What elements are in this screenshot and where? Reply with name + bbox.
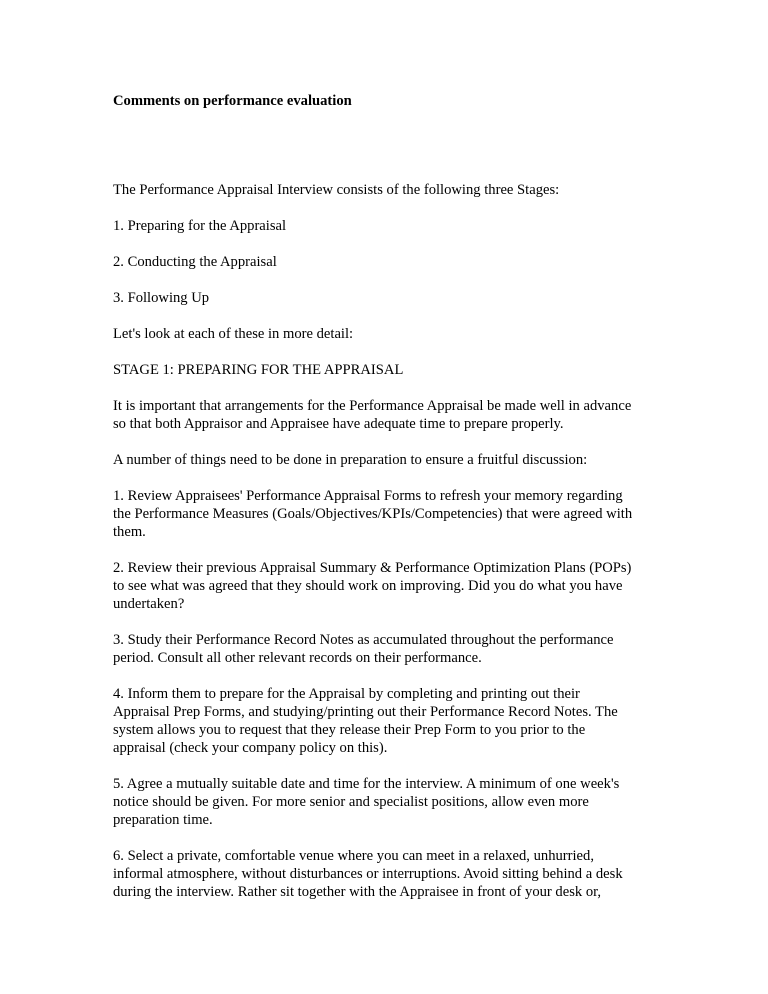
paragraph-line: 5. Agree a mutually suitable date and time for the interview. A minimum of one week's xyxy=(113,776,620,792)
paragraph-line: period. Consult all other relevant records on their performance. xyxy=(113,650,482,666)
paragraph-line: the Performance Measures (Goals/Objectives/KPIs/Competencies) that were agreed with xyxy=(113,506,633,522)
stage-list-item: 3. Following Up xyxy=(113,290,210,306)
detail-intro-paragraph: Let's look at each of these in more detail: xyxy=(113,326,354,342)
paragraph-line: to see what was agreed that they should work on improving. Did you do what you have xyxy=(113,578,623,594)
paragraph-line: 6. Select a private, comfortable venue where you can meet in a relaxed, unhurried, xyxy=(113,848,594,864)
preparation-paragraph: A number of things need to be done in preparation to ensure a fruitful discussion: xyxy=(113,452,588,468)
paragraph-line: Appraisal Prep Forms, and studying/printing out their Performance Record Notes. The xyxy=(113,704,618,720)
numbered-item-5 xyxy=(113,775,658,829)
numbered-item-6 xyxy=(113,847,658,901)
paragraph-line: system allows you to request that they release their Prep Form to you prior to the xyxy=(113,722,586,738)
paragraph-line: 1. Review Appraisees' Performance Appraisal Forms to refresh your memory regarding xyxy=(113,488,623,504)
paragraph-line: notice should be given. For more senior and specialist positions, allow even more xyxy=(113,794,589,810)
paragraph-line: them. xyxy=(113,524,146,540)
intro-paragraph: The Performance Appraisal Interview consists of the following three Stages: xyxy=(113,182,560,198)
paragraph-line: undertaken? xyxy=(113,596,185,612)
numbered-item-1 xyxy=(113,487,658,541)
paragraph-line: It is important that arrangements for the Performance Appraisal be made well in advance xyxy=(113,398,632,414)
paragraph-line: appraisal (check your company policy on this). xyxy=(113,740,388,756)
stage-list-item: 1. Preparing for the Appraisal xyxy=(113,218,287,234)
stage1-heading: STAGE 1: PREPARING FOR THE APPRAISAL xyxy=(113,362,404,378)
paragraph-line: during the interview. Rather sit together with the Appraisee in front of your desk or, xyxy=(113,884,602,900)
paragraph-line: 4. Inform them to prepare for the Appraisal by completing and printing out their xyxy=(113,686,580,702)
paragraph-line: so that both Appraisor and Appraisee have adequate time to prepare properly. xyxy=(113,416,564,432)
paragraph-line: 3. Study their Performance Record Notes as accumulated throughout the performance xyxy=(113,632,614,648)
numbered-item-4 xyxy=(113,685,658,757)
paragraph-line: informal atmosphere, without disturbances or interruptions. Avoid sitting behind a desk xyxy=(113,866,623,882)
stage-list-item: 2. Conducting the Appraisal xyxy=(113,254,277,270)
document-title: Comments on performance evaluation xyxy=(113,93,352,109)
paragraph-line: 2. Review their previous Appraisal Summary & Performance Optimization Plans (POPs) xyxy=(113,560,632,576)
document-body xyxy=(113,92,658,901)
numbered-item-2 xyxy=(113,559,658,613)
importance-paragraph xyxy=(113,397,658,433)
numbered-item-3 xyxy=(113,631,658,667)
paragraph-line: preparation time. xyxy=(113,812,213,828)
